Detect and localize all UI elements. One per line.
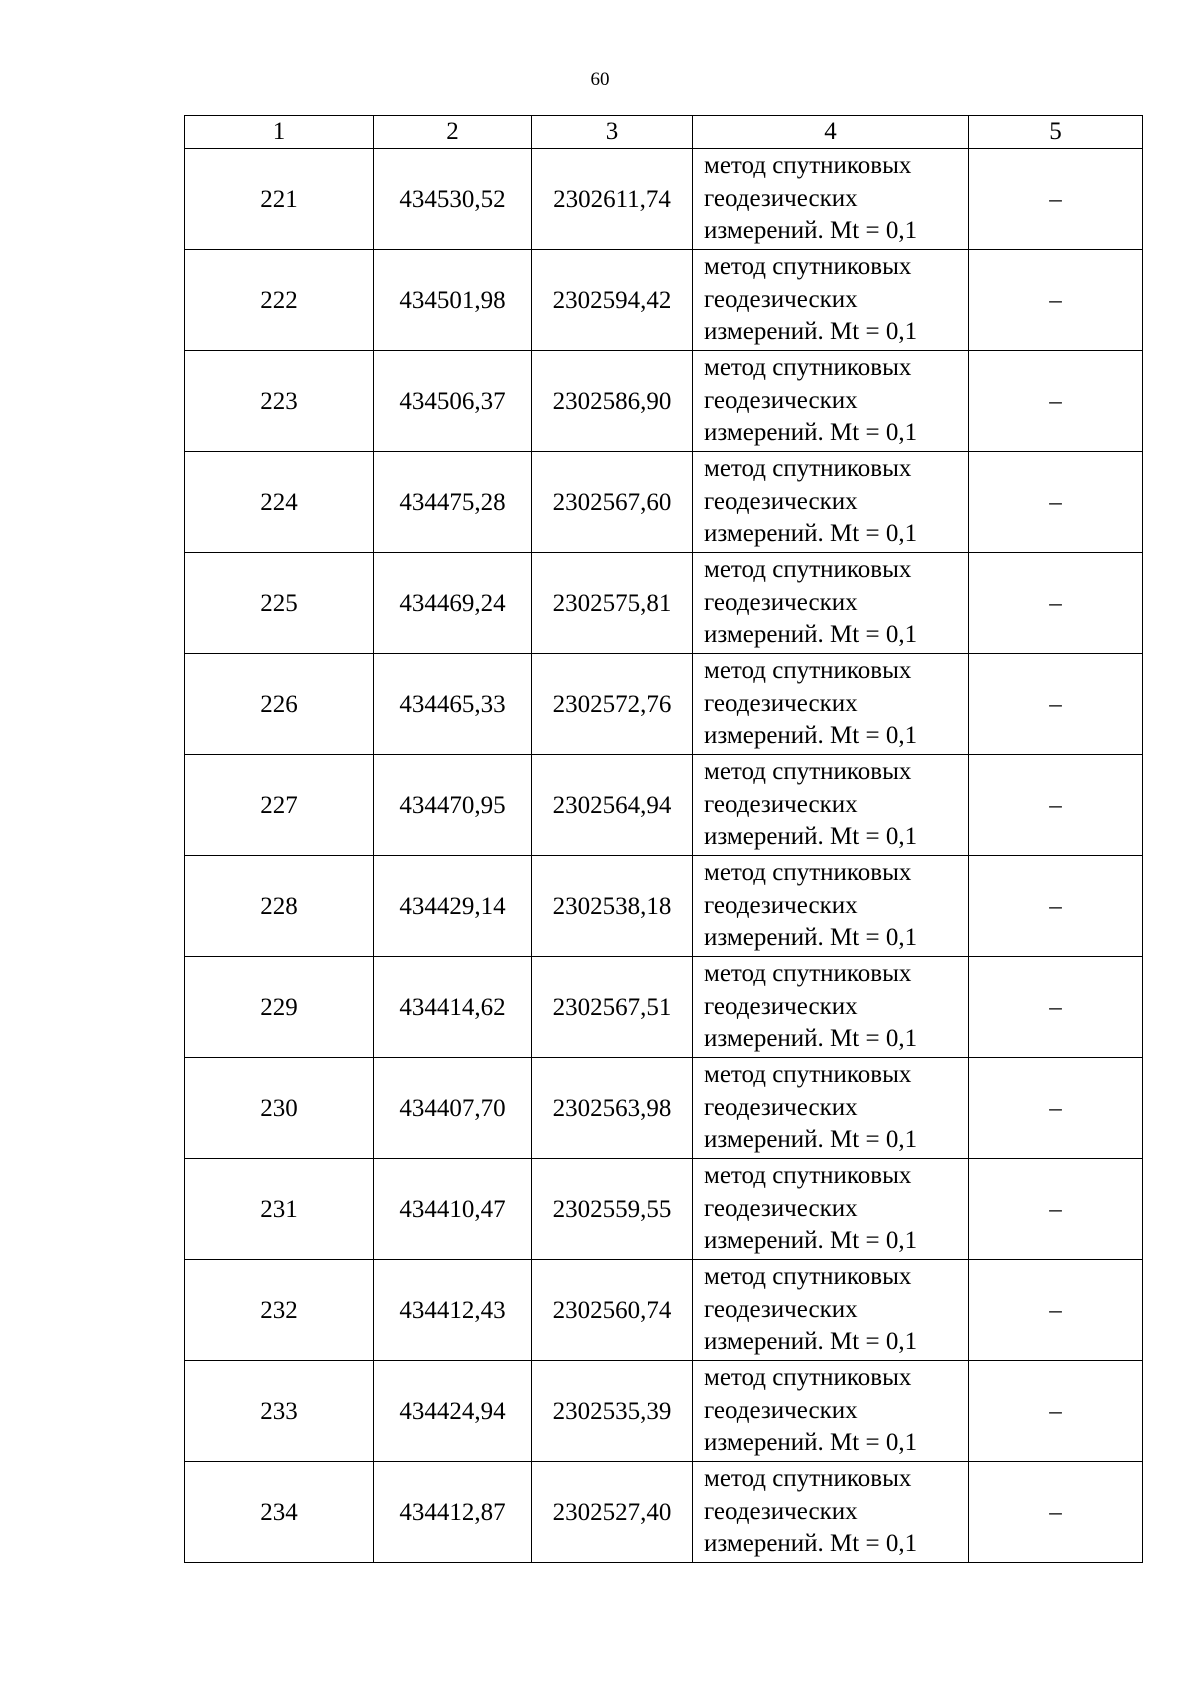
coordinates-table	[184, 115, 1143, 1563]
note-cell: –	[969, 1462, 1143, 1563]
y-coordinate-cell: 2302594,42	[532, 250, 693, 351]
method-text-line: метод спутниковых	[704, 1263, 912, 1291]
method-text-line: метод спутниковых	[704, 1162, 912, 1190]
y-coordinate-cell: 2302560,74	[532, 1260, 693, 1361]
method-text-line: метод спутниковых	[704, 556, 912, 584]
method-cell	[693, 654, 969, 755]
point-number-cell: 227	[185, 755, 374, 856]
x-coordinate-cell: 434501,98	[374, 250, 532, 351]
method-text-line: геодезических	[704, 891, 858, 919]
method-text-line: измерений. Mt = 0,1	[704, 823, 918, 851]
method-text-line: измерений. Mt = 0,1	[704, 520, 918, 548]
method-text-line: измерений. Mt = 0,1	[704, 1025, 918, 1053]
method-cell	[693, 1260, 969, 1361]
note-cell: –	[969, 755, 1143, 856]
method-text-line: метод спутниковых	[704, 657, 912, 685]
x-coordinate-cell: 434407,70	[374, 1058, 532, 1159]
x-coordinate-cell: 434506,37	[374, 351, 532, 452]
y-coordinate-cell: 2302567,51	[532, 957, 693, 1058]
y-coordinate-cell: 2302535,39	[532, 1361, 693, 1462]
x-coordinate-cell: 434465,33	[374, 654, 532, 755]
method-text-line: метод спутниковых	[704, 152, 912, 180]
method-text-line: геодезических	[704, 1497, 858, 1525]
point-number-cell: 223	[185, 351, 374, 452]
table-row	[185, 351, 1143, 452]
method-cell	[693, 1361, 969, 1462]
point-number-cell: 233	[185, 1361, 374, 1462]
method-text-line: метод спутниковых	[704, 354, 912, 382]
method-text-line: метод спутниковых	[704, 455, 912, 483]
point-number-cell: 228	[185, 856, 374, 957]
method-text-line: геодезических	[704, 992, 858, 1020]
table-header	[185, 116, 1143, 149]
column-header-5: 5	[969, 116, 1143, 149]
table-row	[185, 1462, 1143, 1563]
method-text-line: метод спутниковых	[704, 758, 912, 786]
y-coordinate-cell: 2302611,74	[532, 149, 693, 250]
method-text-line: метод спутниковых	[704, 859, 912, 887]
page-number: 60	[590, 69, 610, 90]
method-text-line: метод спутниковых	[704, 960, 912, 988]
method-text-line: измерений. Mt = 0,1	[704, 1227, 918, 1255]
method-cell	[693, 1058, 969, 1159]
note-cell: –	[969, 1260, 1143, 1361]
method-text-line: измерений. Mt = 0,1	[704, 924, 918, 952]
method-text-line: измерений. Mt = 0,1	[704, 419, 918, 447]
point-number-cell: 225	[185, 553, 374, 654]
method-text-line: измерений. Mt = 0,1	[704, 722, 918, 750]
x-coordinate-cell: 434414,62	[374, 957, 532, 1058]
method-cell	[693, 149, 969, 250]
x-coordinate-cell: 434470,95	[374, 755, 532, 856]
y-coordinate-cell: 2302559,55	[532, 1159, 693, 1260]
method-text-line: метод спутниковых	[704, 1364, 912, 1392]
method-text-line: геодезических	[704, 1194, 858, 1222]
column-header-3: 3	[532, 116, 693, 149]
method-text-line: измерений. Mt = 0,1	[704, 1530, 918, 1558]
y-coordinate-cell: 2302575,81	[532, 553, 693, 654]
method-cell	[693, 1159, 969, 1260]
method-text-line: геодезических	[704, 790, 858, 818]
x-coordinate-cell: 434475,28	[374, 452, 532, 553]
note-cell: –	[969, 149, 1143, 250]
method-text-line: геодезических	[704, 689, 858, 717]
point-number-cell: 222	[185, 250, 374, 351]
method-text-line: геодезических	[704, 1093, 858, 1121]
point-number-cell: 229	[185, 957, 374, 1058]
table-row	[185, 1260, 1143, 1361]
method-cell	[693, 452, 969, 553]
table-row	[185, 149, 1143, 250]
table-row	[185, 856, 1143, 957]
note-cell: –	[969, 957, 1143, 1058]
method-text-line: измерений. Mt = 0,1	[704, 621, 918, 649]
x-coordinate-cell: 434412,87	[374, 1462, 532, 1563]
method-cell	[693, 351, 969, 452]
note-cell: –	[969, 654, 1143, 755]
note-cell: –	[969, 1159, 1143, 1260]
table-row	[185, 654, 1143, 755]
method-text-line: геодезических	[704, 1396, 858, 1424]
method-cell	[693, 856, 969, 957]
method-text-line: геодезических	[704, 588, 858, 616]
y-coordinate-cell: 2302572,76	[532, 654, 693, 755]
method-text-line: геодезических	[704, 184, 858, 212]
y-coordinate-cell: 2302538,18	[532, 856, 693, 957]
y-coordinate-cell: 2302527,40	[532, 1462, 693, 1563]
note-cell: –	[969, 553, 1143, 654]
method-text-line: измерений. Mt = 0,1	[704, 318, 918, 346]
x-coordinate-cell: 434469,24	[374, 553, 532, 654]
table-row	[185, 250, 1143, 351]
method-text-line: геодезических	[704, 487, 858, 515]
header-row	[185, 116, 1143, 149]
table-row	[185, 755, 1143, 856]
method-text-line: измерений. Mt = 0,1	[704, 217, 918, 245]
column-header-1: 1	[185, 116, 374, 149]
note-cell: –	[969, 1361, 1143, 1462]
method-text-line: измерений. Mt = 0,1	[704, 1429, 918, 1457]
method-cell	[693, 250, 969, 351]
x-coordinate-cell: 434429,14	[374, 856, 532, 957]
method-text-line: геодезических	[704, 1295, 858, 1323]
method-text-line: геодезических	[704, 386, 858, 414]
method-text-line: измерений. Mt = 0,1	[704, 1126, 918, 1154]
note-cell: –	[969, 250, 1143, 351]
note-cell: –	[969, 351, 1143, 452]
x-coordinate-cell: 434412,43	[374, 1260, 532, 1361]
x-coordinate-cell: 434424,94	[374, 1361, 532, 1462]
table-row	[185, 553, 1143, 654]
x-coordinate-cell: 434410,47	[374, 1159, 532, 1260]
y-coordinate-cell: 2302564,94	[532, 755, 693, 856]
column-header-4: 4	[693, 116, 969, 149]
point-number-cell: 234	[185, 1462, 374, 1563]
method-text-line: метод спутниковых	[704, 1061, 912, 1089]
method-cell	[693, 957, 969, 1058]
point-number-cell: 221	[185, 149, 374, 250]
point-number-cell: 231	[185, 1159, 374, 1260]
y-coordinate-cell: 2302563,98	[532, 1058, 693, 1159]
table-row	[185, 452, 1143, 553]
method-text-line: геодезических	[704, 285, 858, 313]
table-row	[185, 957, 1143, 1058]
method-text-line: метод спутниковых	[704, 253, 912, 281]
method-cell	[693, 553, 969, 654]
table-row	[185, 1159, 1143, 1260]
method-cell	[693, 1462, 969, 1563]
method-cell	[693, 755, 969, 856]
table-row	[185, 1058, 1143, 1159]
method-text-line: метод спутниковых	[704, 1465, 912, 1493]
x-coordinate-cell: 434530,52	[374, 149, 532, 250]
note-cell: –	[969, 856, 1143, 957]
method-text-line: измерений. Mt = 0,1	[704, 1328, 918, 1356]
point-number-cell: 226	[185, 654, 374, 755]
note-cell: –	[969, 452, 1143, 553]
point-number-cell: 230	[185, 1058, 374, 1159]
table-row	[185, 1361, 1143, 1462]
column-header-2: 2	[374, 116, 532, 149]
point-number-cell: 232	[185, 1260, 374, 1361]
note-cell: –	[969, 1058, 1143, 1159]
point-number-cell: 224	[185, 452, 374, 553]
y-coordinate-cell: 2302567,60	[532, 452, 693, 553]
table-body	[185, 149, 1143, 1563]
y-coordinate-cell: 2302586,90	[532, 351, 693, 452]
